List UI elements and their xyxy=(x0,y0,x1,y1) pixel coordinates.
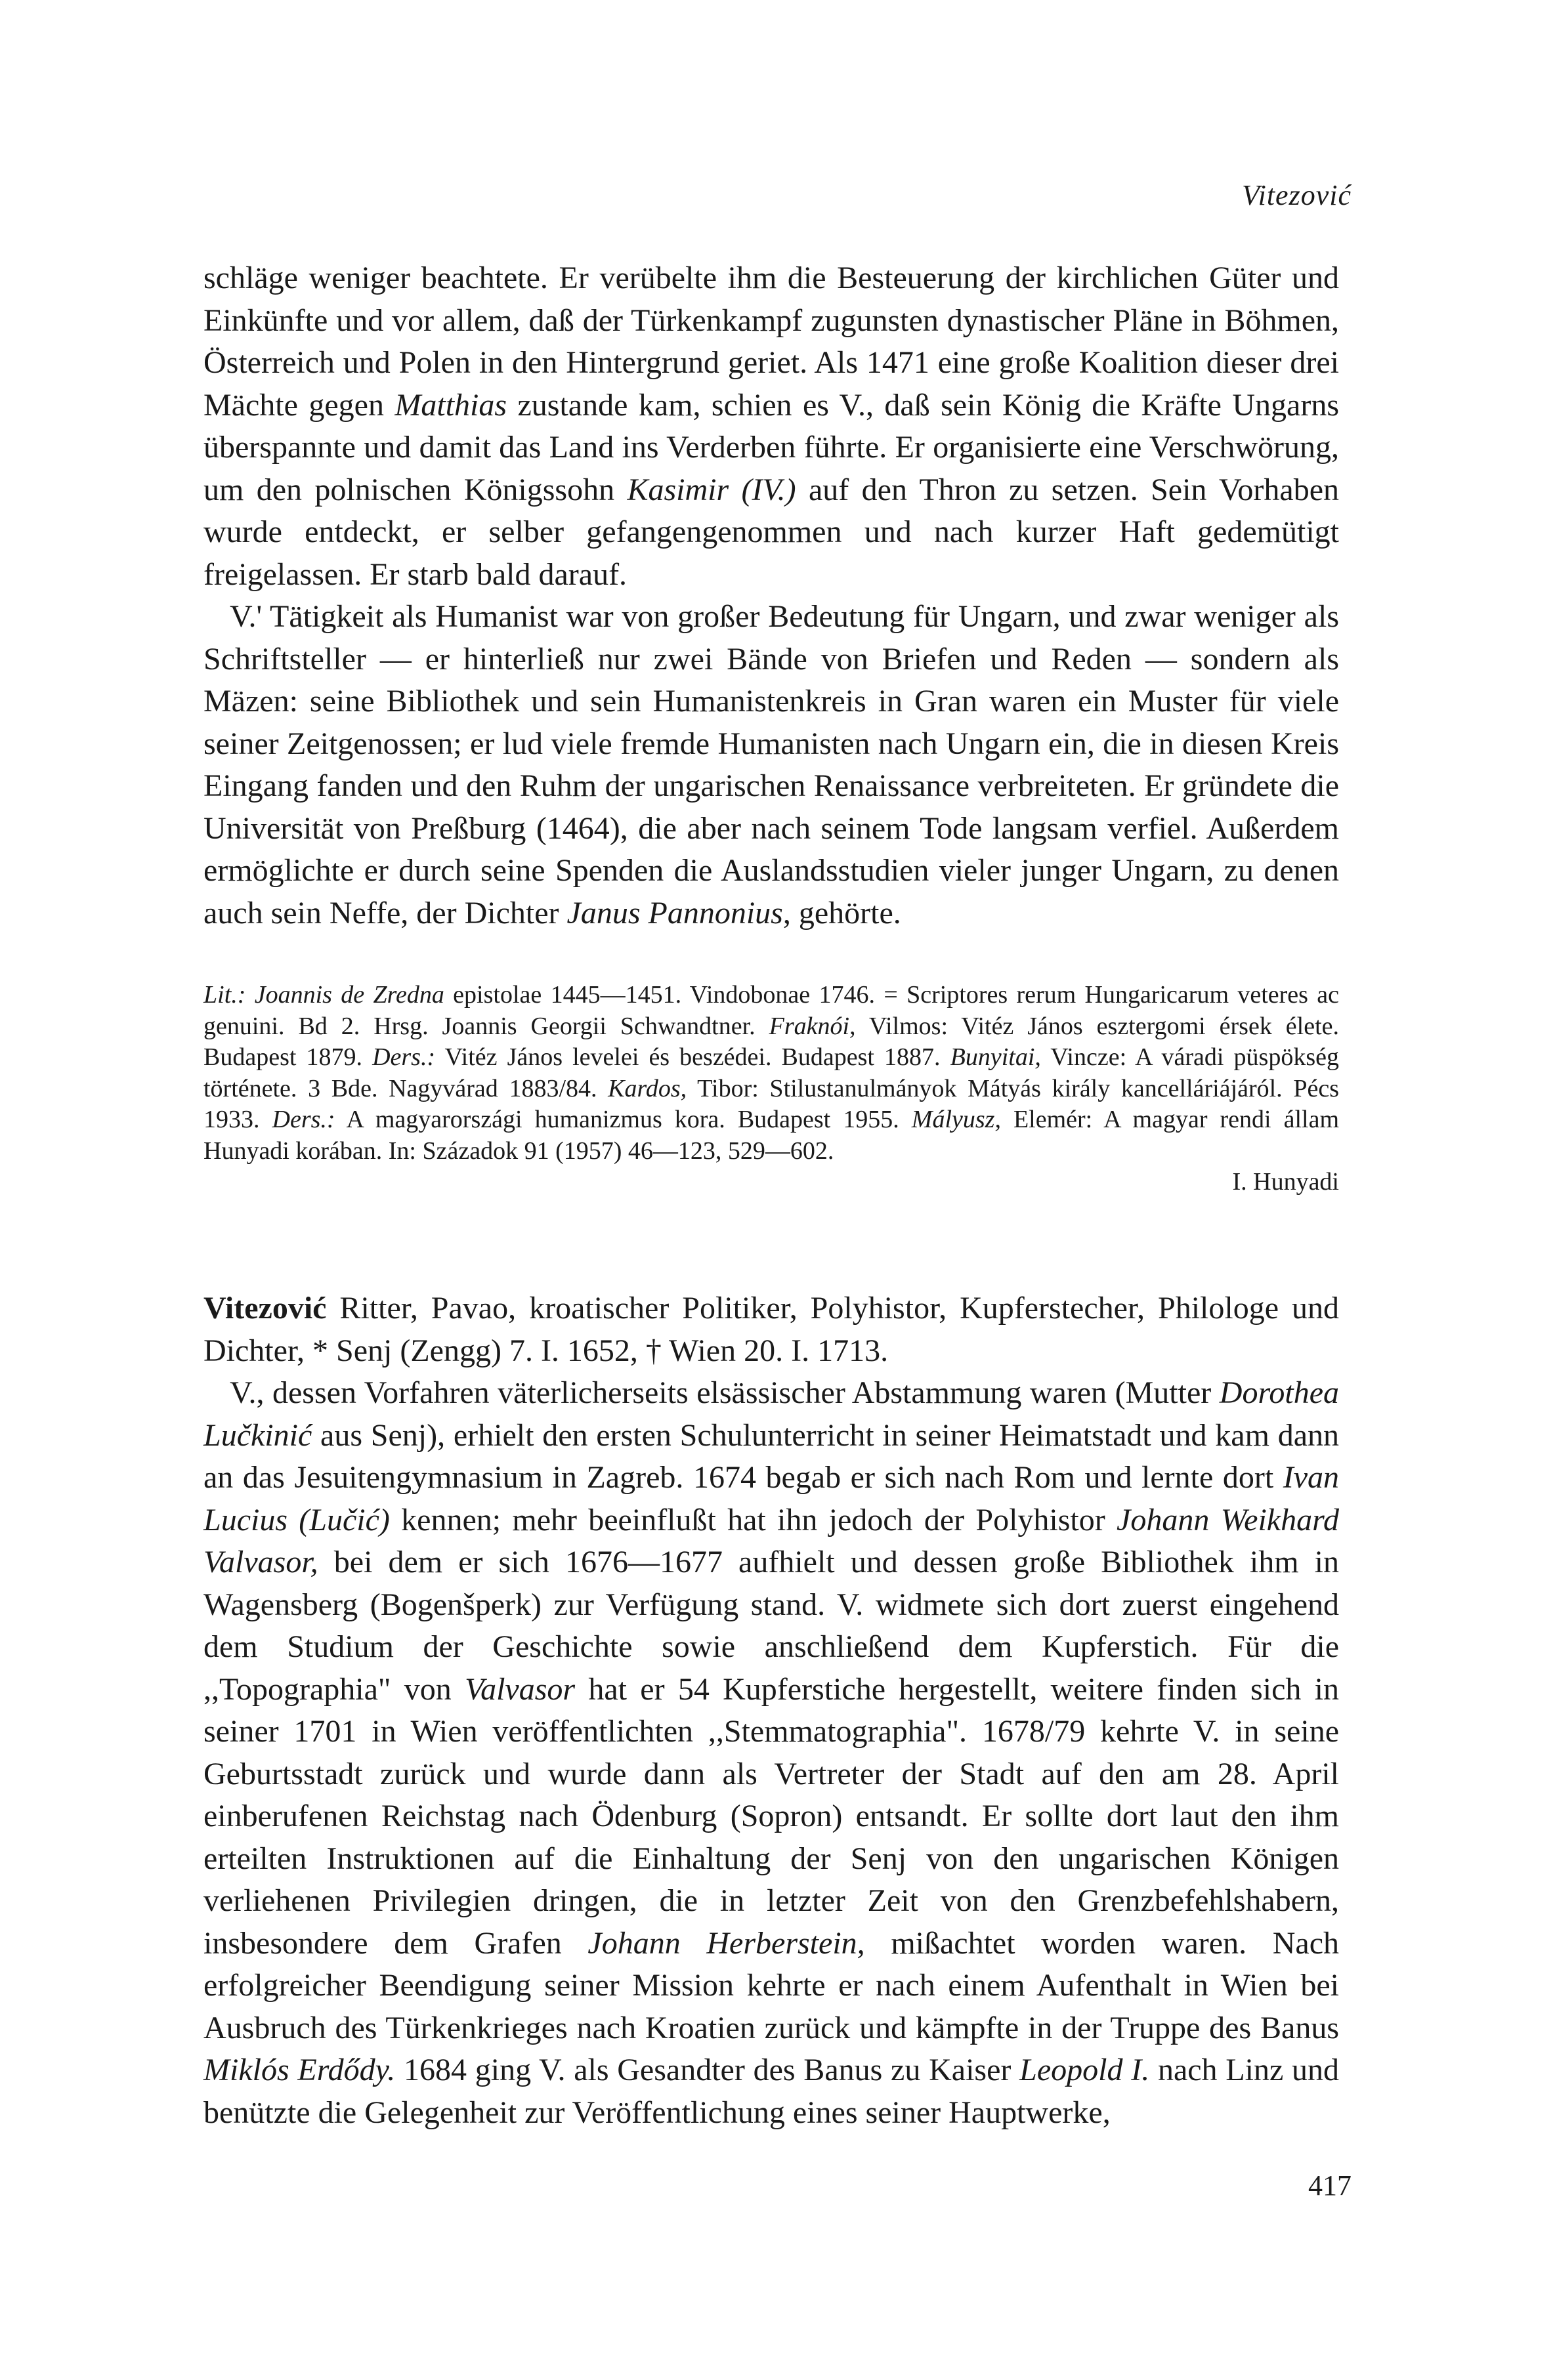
name-matthias: Matthias xyxy=(394,387,507,423)
literature-block xyxy=(203,980,1339,1198)
literature-list: Lit.: Joannis de Zredna epistolae 1445—1451. Vindobonae 1746. = Scriptores rerum Hungaricarum veteres ac genuini. Bd 2. Hrsg. Joannis Georgii Schwandtner. Fraknói, Vilmos: Vitéz János esztergomi érsek élete. Budapest 1879. Ders.: Vitéz János levelei és beszédei. Budapest 1887. Bunyitai, Vincze: A váradi püspökség története. 3 Bde. Nagyvárad 1883/84. Kardos, Tibor: Stilustanulmányok Mátyás király kancelláriájáról. Pécs 1933. Ders.: A magyarországi humanizmus kora. Budapest 1955. Mályusz, Elemér: A magyar rendi állam Hunyadi korában. In: Századok 91 (1957) 46—123, 529—602. xyxy=(203,981,1340,1165)
section-previous-entry xyxy=(203,257,1339,934)
page-number: 417 xyxy=(1308,2169,1352,2202)
name-janus-pannonius: Janus Pannonius xyxy=(566,895,783,930)
paragraph-2: V.' Tätigkeit als Humanist war von großer Bedeutung für Ungarn, und zwar weniger als Schriftsteller — er hinterließ nur zwei Bände von Briefen und Reden — sondern als Mäzen: seine Bibliothek und sein Humanistenkreis in Gran waren ein Muster für viele seiner Zeitgenossen; er lud viele fremde Humanisten nach Ungarn ein, die in diesen Kreis Eingang fanden und den Ruhm der ungarischen Renaissance verbreiteten. Er gründete die Universität von Preßburg (1464), die aber nach seinem Tode langsam verfiel. Außerdem ermöglichte er durch seine Spenden die Auslandsstudien vieler junger Ungarn, zu denen auch sein Neffe, der Dichter Janus Pannonius, gehörte. xyxy=(203,599,1339,930)
entry-paragraph-1: V., dessen Vorfahren väterlicherseits elsässischer Abstammung waren (Mutter Dorothea Lučkinić aus Senj), erhielt den ersten Schulunterricht in seiner Heimatstadt und kam dann an das Jesuitengymnasium in Zagreb. 1674 begab er sich nach Rom und lernte dort Ivan Lucius (Lučić) kennen; mehr beeinflußt hat ihn jedoch der Polyhistor Johann Weikhard Valvasor, bei dem er sich 1676—1677 aufhielt und dessen große Bibliothek ihm in Wagensberg (Bogenšperk) zur Verfügung stand. V. widmete sich dort zuerst eingehend dem Studium der Geschichte sowie anschließend dem Kupferstich. Für die ,,Topographia" von Valvasor hat er 54 Kupferstiche hergestellt, weitere finden sich in seiner 1701 in Wien veröffentlichten ,,Stemmatographia". 1678/79 kehrte V. in seine Geburtsstadt zurück und wurde dann als Vertreter der Stadt auf den am 28. April einberufenen Reichstag nach Ödenburg (Sopron) entsandt. Er sollte dort laut den ihm erteilten Instruktionen auf die Einhaltung der Senj von den ungarischen Königen verliehenen Privilegien dringen, die in letzter Zeit von den Grenzbefehlshabern, insbesondere dem Grafen Johann Herberstein, mißachtet worden waren. Nach erfolgreicher Beendigung seiner Mission kehrte er nach einem Aufenthalt in Wien bei Ausbruch des Türkenkrieges nach Kroatien zurück und kämpfte in der Truppe des Banus Miklós Erdődy. 1684 ging V. als Gesandter des Banus zu Kaiser Leopold I. nach Linz und benützte die Gelegenheit zur Veröffentlichung eines seiner Hauptwerke, xyxy=(203,1375,1340,2130)
section-entry-vitezovic xyxy=(203,1287,1339,2134)
entry-heading: Vitezović Ritter, Pavao, kroatischer Politiker, Polyhistor, Kupferstecher, Philologe und Dichter, * Senj (Zengg) 7. I. 1652, † Wien 20. I. 1713. xyxy=(203,1291,1339,1368)
paragraph-1: schläge weniger beachtete. Er verübelte ihm die Besteuerung der kirchlichen Güter und Einkünfte und vor allem, daß der Türkenkampf zugunsten dynastischer Pläne in Böhmen, Österreich und Polen in den Hintergrund geriet. Als 1471 eine große Koalition dieser drei Mächte gegen Matthias zustande kam, schien es V., daß sein König die Kräfte Ungarns überspannte und damit das Land ins Verderben führte. Er organisierte eine Verschwörung, um den polnischen Königssohn Kasimir (IV.) auf den Thron zu setzen. Sein Vorhaben wurde entdeckt, er selber gefangengenommen und nach kurzer Haft gedemütigt freigelassen. Er starb bald darauf. xyxy=(203,261,1339,592)
article-author: I. Hunyadi xyxy=(1232,1168,1339,1196)
name-kasimir: Kasimir (IV.) xyxy=(627,472,796,507)
headword: Vitezović xyxy=(203,1291,327,1326)
running-head: Vitezović xyxy=(1242,179,1352,211)
